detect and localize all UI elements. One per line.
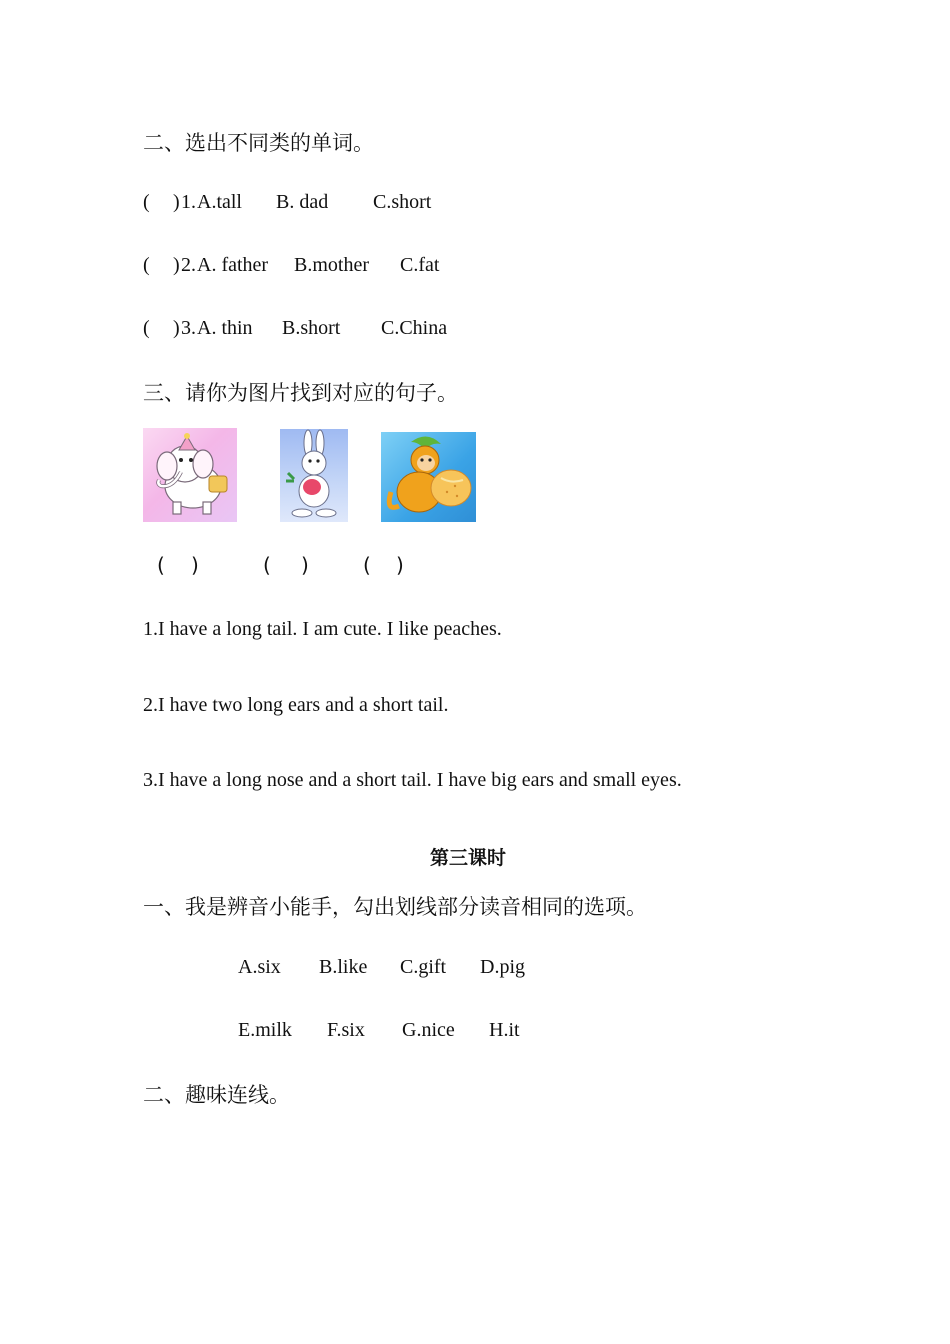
sentence-1: 1.I have a long tail. I am cute. I like peaches. xyxy=(143,618,502,640)
option-a: A. thin xyxy=(197,317,253,339)
rabbit-picture xyxy=(280,429,348,522)
item-number: 3. xyxy=(181,317,196,339)
elephant-icon xyxy=(143,428,237,522)
lesson3-part2-heading: 二、趣味连线。 xyxy=(143,1083,290,1107)
answer-paren-open: ( xyxy=(143,317,150,339)
answer-paren-open: ( xyxy=(143,254,150,276)
phonics-option: E.milk xyxy=(238,1019,292,1041)
phonics-option: H.it xyxy=(489,1019,520,1041)
elephant-picture xyxy=(143,428,237,522)
option-c: C.fat xyxy=(400,254,440,276)
phonics-option: B.like xyxy=(319,956,368,978)
blank-paren-close: ) xyxy=(301,553,309,577)
phonics-option: F.six xyxy=(327,1019,365,1041)
lesson3-title: 第三课时 xyxy=(430,847,507,869)
option-a: A.tall xyxy=(197,191,242,213)
blank-paren-open: ( xyxy=(263,553,271,577)
sentence-2: 2.I have two long ears and a short tail. xyxy=(143,694,449,716)
answer-paren-close: ) xyxy=(173,317,180,339)
phonics-option: G.nice xyxy=(402,1019,455,1041)
answer-paren-close: ) xyxy=(173,191,180,213)
lesson3-part1-heading: 一、我是辨音小能手，勾出划线部分读音相同的选项。 xyxy=(143,895,647,919)
blank-paren-open: ( xyxy=(363,553,371,577)
rabbit-icon xyxy=(280,429,348,522)
monkey-icon xyxy=(381,432,476,522)
sentence-3: 3.I have a long nose and a short tail. I have big ears and small eyes. xyxy=(143,769,682,791)
option-c: C.short xyxy=(373,191,432,213)
blank-paren-open: ( xyxy=(157,553,165,577)
option-b: B.short xyxy=(282,317,341,339)
answer-paren-close: ) xyxy=(173,254,180,276)
option-b: B.mother xyxy=(294,254,369,276)
phonics-option: A.six xyxy=(238,956,281,978)
blank-paren-close: ) xyxy=(191,553,199,577)
section2-heading: 二、选出不同类的单词。 xyxy=(143,131,374,155)
item-number: 2. xyxy=(181,254,196,276)
phonics-option: C.gift xyxy=(400,956,447,978)
monkey-picture xyxy=(381,432,476,522)
item-number: 1. xyxy=(181,191,196,213)
option-c: C.China xyxy=(381,317,448,339)
blank-paren-close: ) xyxy=(396,553,404,577)
section3-heading: 三、请你为图片找到对应的句子。 xyxy=(143,381,458,405)
phonics-option: D.pig xyxy=(480,956,525,978)
option-b: B. dad xyxy=(276,191,329,213)
option-a: A. father xyxy=(197,254,269,276)
answer-paren-open: ( xyxy=(143,191,150,213)
